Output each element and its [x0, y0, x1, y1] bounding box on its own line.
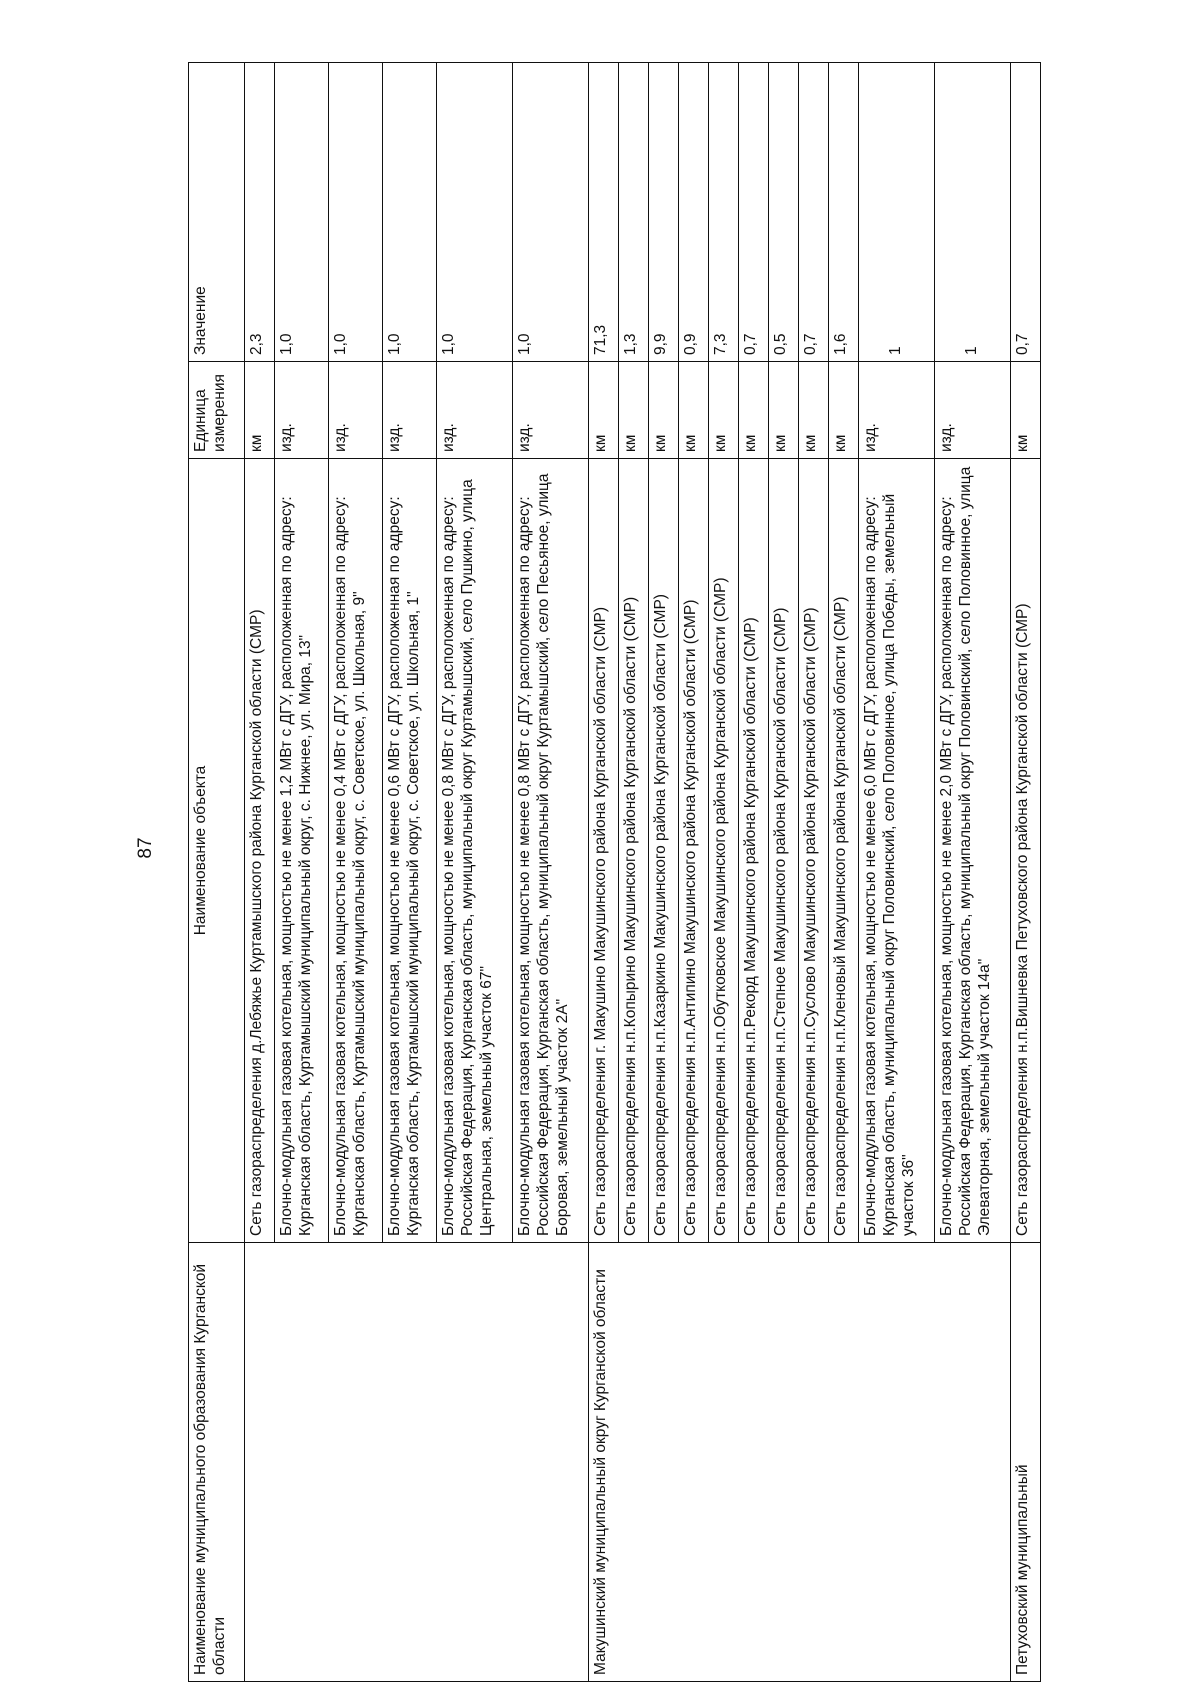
unit-cell: км — [1011, 362, 1041, 459]
value-cell: 1,0 — [329, 63, 383, 362]
value-cell: 1,0 — [383, 63, 437, 362]
unit-cell: изд. — [275, 362, 329, 459]
value-cell: 1 — [859, 63, 935, 362]
object-cell: Блочно-модульная газовая котельная, мощностью не менее 6,0 МВт с ДГУ, расположенная по адресу: Курганская область, муниципальный округ Половинский, село Половинное, улица Победы, земельный участок 36" — [859, 459, 935, 1243]
table-row — [245, 63, 275, 1682]
object-cell: Блочно-модульная газовая котельная, мощностью не менее 0,8 МВт с ДГУ, расположенная по адресу: Российская Федерация, Курганская область, муниципальный округ Куртамышский, село Песьяное, улица Боровая, земельный участок 2А" — [513, 459, 589, 1243]
rotated-page — [188, 63, 1041, 1682]
object-cell: Сеть газораспределения н.п.Рекорд Макушинского района Курганской области (СМР) — [739, 459, 769, 1243]
municipality-cell — [245, 1243, 589, 1682]
object-cell: Сеть газораспределения д.Лебяжье Куртамышского района Курганской области (СМР) — [245, 459, 275, 1243]
unit-cell: км — [709, 362, 739, 459]
unit-cell: изд. — [437, 362, 513, 459]
value-cell: 2,3 — [245, 63, 275, 362]
object-cell: Сеть газораспределения н.п.Обутковское Макушинского района Курганской области (СМР) — [709, 459, 739, 1243]
value-cell: 1,0 — [275, 63, 329, 362]
object-cell: Блочно-модульная газовая котельная, мощностью не менее 1,2 МВт с ДГУ, расположенная по адресу: Курганская область, Куртамышский муниципальный округ, с. Нижнее, ул. Мира, 13" — [275, 459, 329, 1243]
unit-cell: км — [739, 362, 769, 459]
header-unit: Единица измерения — [189, 362, 245, 459]
value-cell: 71,3 — [589, 63, 619, 362]
header-object: Наименование объекта — [189, 459, 245, 1243]
object-cell: Сеть газораспределения н.п.Копырино Макушинского района Курганской области (СМР) — [619, 459, 649, 1243]
table-row — [589, 63, 619, 1682]
header-municipality: Наименование муниципального образования Курганской области — [189, 1243, 245, 1682]
object-cell: Сеть газораспределения н.п.Казаркино Макушинского района Курганской области (СМР) — [649, 459, 679, 1243]
value-cell: 1 — [935, 63, 1011, 362]
value-cell: 0,9 — [679, 63, 709, 362]
value-cell: 7,3 — [709, 63, 739, 362]
object-cell: Сеть газораспределения н.п.Кленовый Макушинского района Курганской области (СМР) — [829, 459, 859, 1243]
unit-cell: изд. — [383, 362, 437, 459]
value-cell: 0,7 — [739, 63, 769, 362]
object-cell: Блочно-модульная газовая котельная, мощностью не менее 2,0 МВт с ДГУ, расположенная по адресу: Российская Федерация, Курганская область, муниципальный округ Половинский, село Половинное, улица Элеваторная, земельный участок 14а" — [935, 459, 1011, 1243]
unit-cell: км — [245, 362, 275, 459]
value-cell: 1,0 — [437, 63, 513, 362]
unit-cell: км — [679, 362, 709, 459]
object-cell: Сеть газораспределения н.п.Вишневка Петуховского района Курганской области (СМР) — [1011, 459, 1041, 1243]
objects-table — [188, 62, 1041, 1682]
object-cell: Сеть газораспределения н.п.Степное Макушинского района Курганской области (СМР) — [769, 459, 799, 1243]
object-cell: Сеть газораспределения г. Макушино Макушинского района Курганской области (СМР) — [589, 459, 619, 1243]
object-cell: Сеть газораспределения н.п.Антипино Макушинского района Курганской области (СМР) — [679, 459, 709, 1243]
unit-cell: изд. — [513, 362, 589, 459]
object-cell: Блочно-модульная газовая котельная, мощностью не менее 0,8 МВт с ДГУ, расположенная по адресу: Российская Федерация, Курганская область, муниципальный округ Куртамышский, село Пушкино, улица Центральная, земельный участок 67" — [437, 459, 513, 1243]
value-cell: 1,3 — [619, 63, 649, 362]
header-value: Значение — [189, 63, 245, 362]
object-cell: Блочно-модульная газовая котельная, мощностью не менее 0,4 МВт с ДГУ, расположенная по адресу: Курганская область, Куртамышский муниципальный округ, с. Советское, ул. Школьная, 9" — [329, 459, 383, 1243]
unit-cell: изд. — [935, 362, 1011, 459]
value-cell: 0,7 — [1011, 63, 1041, 362]
page-number: 87 — [135, 837, 156, 859]
unit-cell: км — [799, 362, 829, 459]
value-cell: 1,6 — [829, 63, 859, 362]
municipality-cell: Макушинский муниципальный округ Курганской области — [589, 1243, 1011, 1682]
unit-cell: км — [619, 362, 649, 459]
object-cell: Сеть газораспределения н.п.Суслово Макушинского района Курганской области (СМР) — [799, 459, 829, 1243]
object-cell: Блочно-модульная газовая котельная, мощностью не менее 0,6 МВт с ДГУ, расположенная по адресу: Курганская область, Куртамышский муниципальный округ, с. Советское, ул. Школьная, 1" — [383, 459, 437, 1243]
value-cell: 0,5 — [769, 63, 799, 362]
unit-cell: км — [589, 362, 619, 459]
unit-cell: км — [829, 362, 859, 459]
value-cell: 0,7 — [799, 63, 829, 362]
value-cell: 9,9 — [649, 63, 679, 362]
table-row — [1011, 63, 1041, 1682]
value-cell: 1,0 — [513, 63, 589, 362]
unit-cell: км — [649, 362, 679, 459]
unit-cell: км — [769, 362, 799, 459]
municipality-cell: Петуховский муниципальный — [1011, 1243, 1041, 1682]
unit-cell: изд. — [329, 362, 383, 459]
unit-cell: изд. — [859, 362, 935, 459]
table-header-row — [189, 63, 245, 1682]
